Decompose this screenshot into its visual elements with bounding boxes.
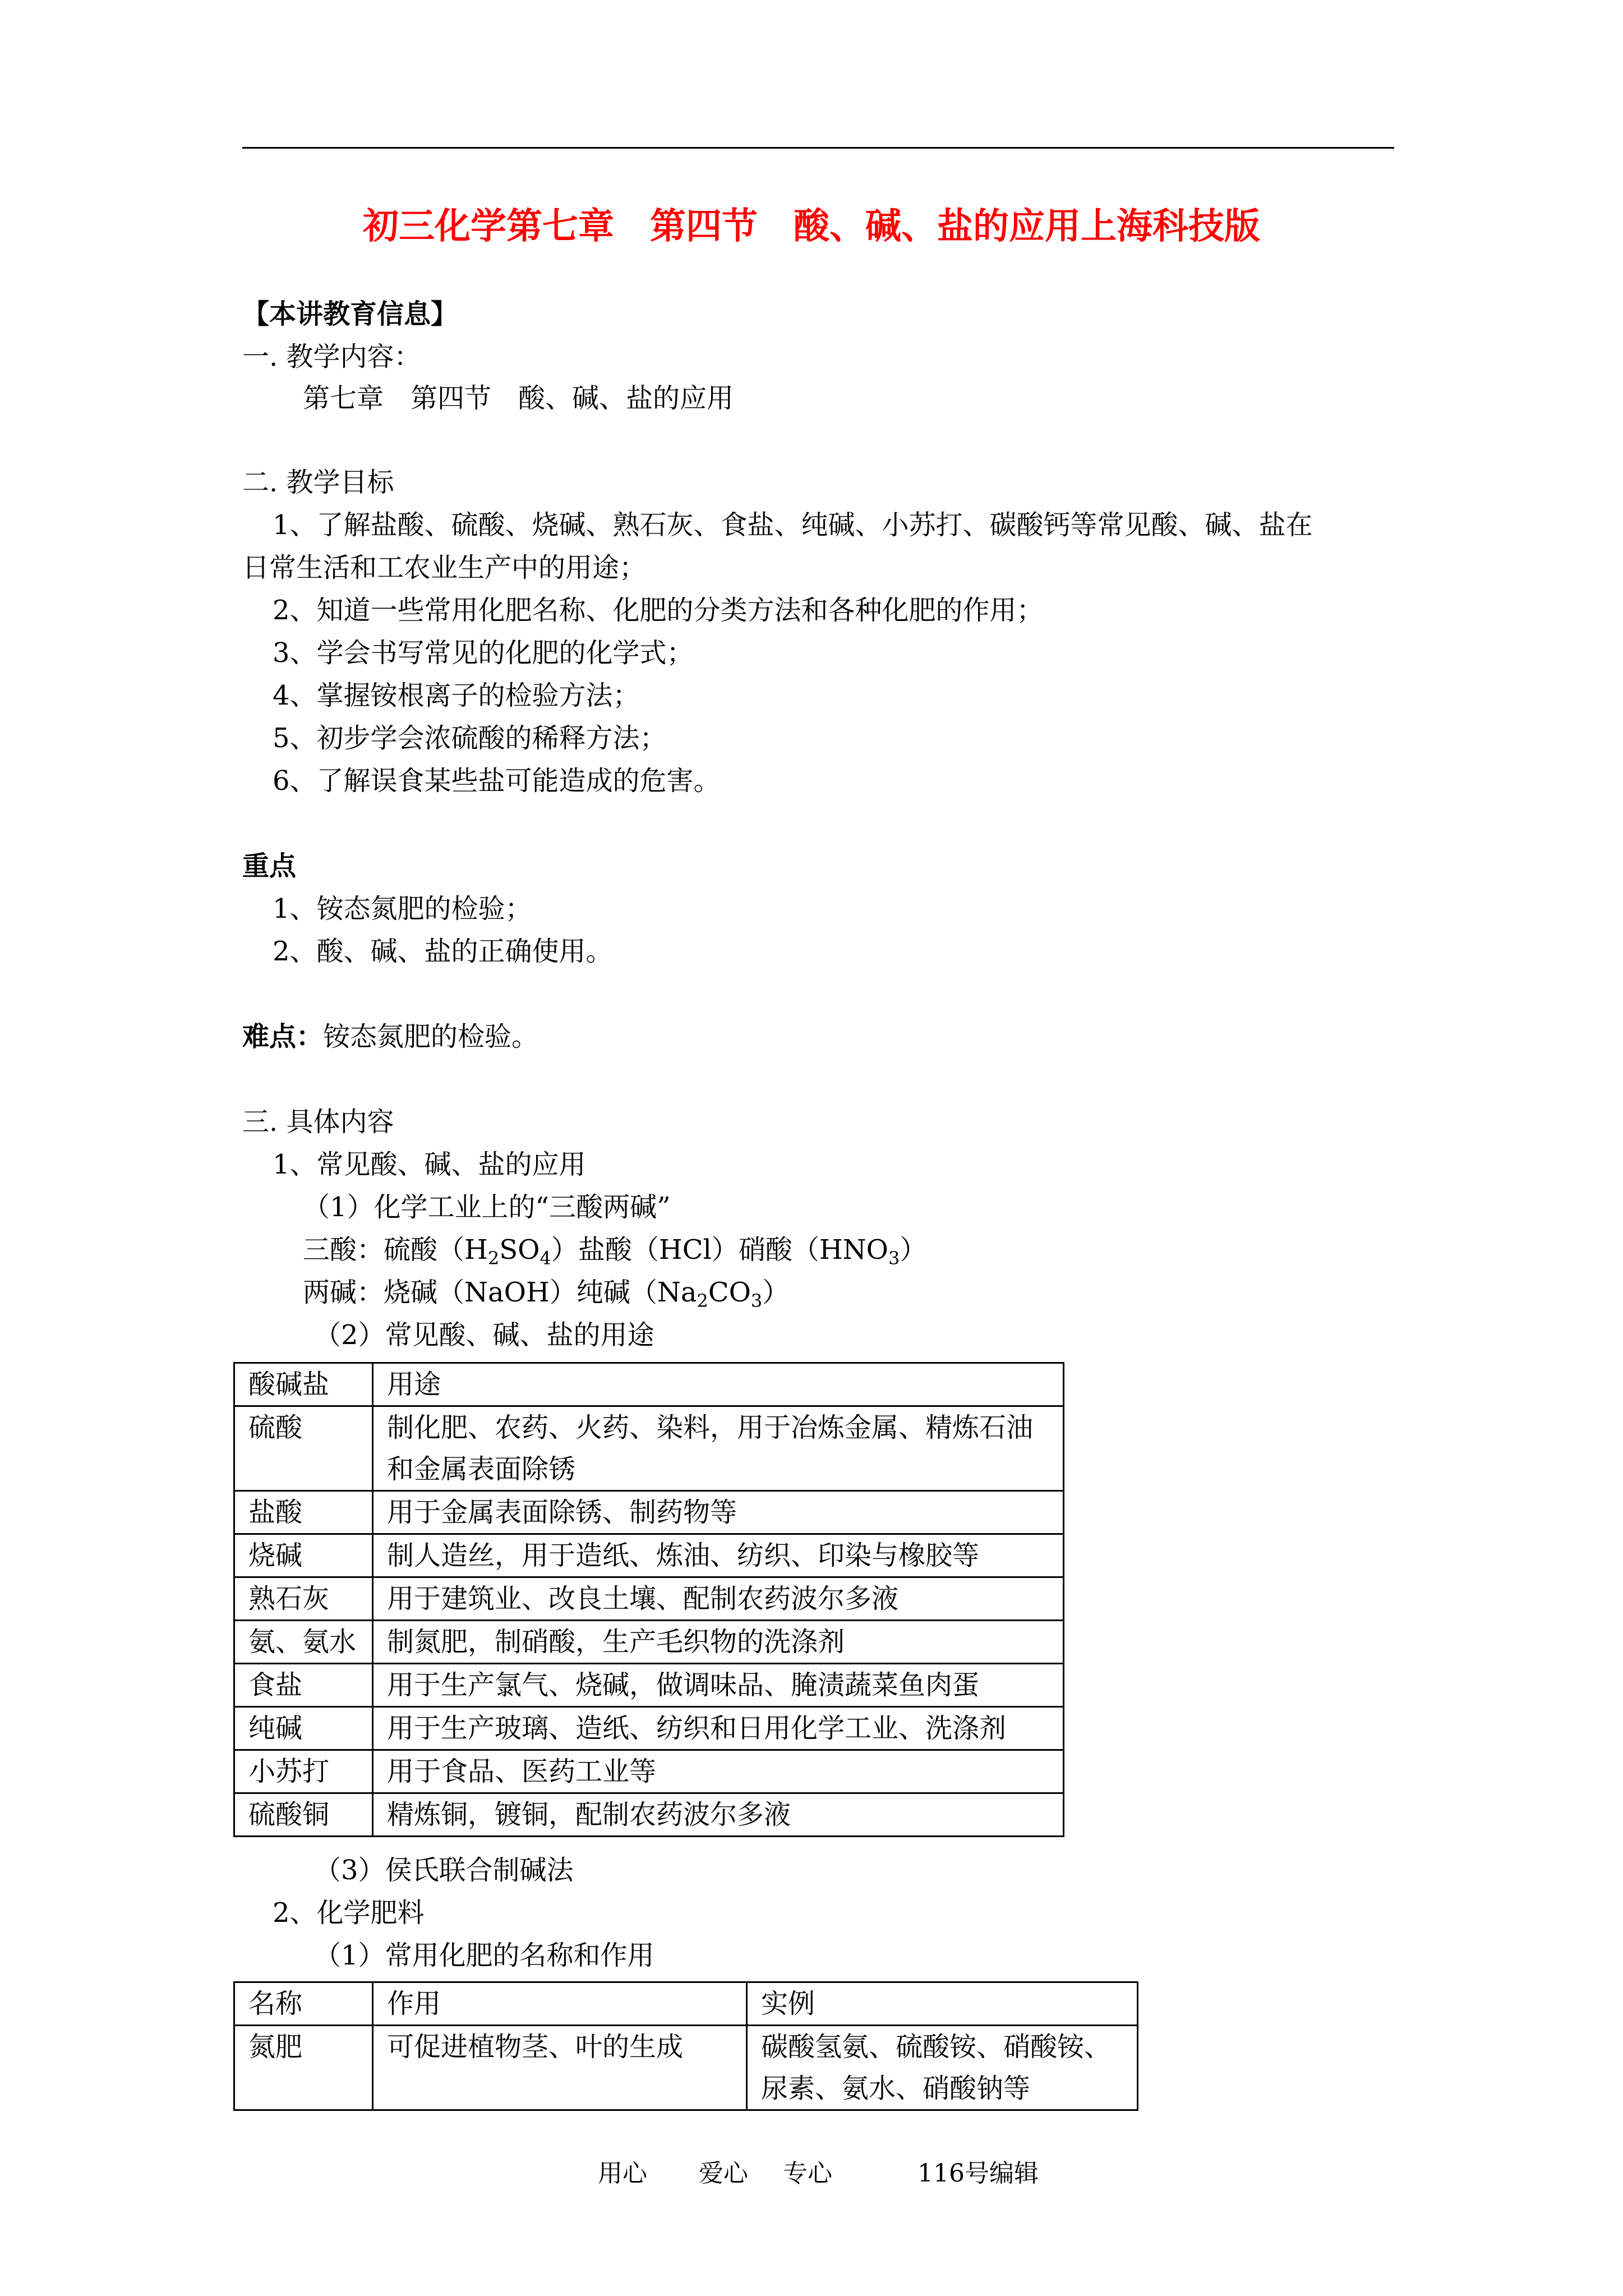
acid-1-sub-2: 4 (540, 1248, 551, 1269)
base-1: 烧碱（NaOH） (384, 1277, 577, 1308)
goal-2: 2、知道一些常用化肥名称、化肥的分类方法和各种化肥的作用； (273, 595, 1044, 626)
three-acids-line (303, 1233, 926, 1267)
key-point-1: 1、铵态氮肥的检验； (273, 893, 532, 924)
table-row (234, 1707, 1064, 1750)
subsection-1-1: （1）化学工业上的“三酸两碱” (303, 1191, 671, 1223)
table-cell: 小苏打 (234, 1750, 373, 1793)
difficulty-label: 难点： (242, 1021, 324, 1052)
table-cell: 盐酸 (234, 1491, 373, 1534)
section2-heading: 二. 教学目标 (242, 467, 394, 498)
table-cell: 用于生产氯气、烧碱，做调味品、腌渍蔬菜鱼肉蛋 (373, 1664, 1064, 1707)
section3-heading: 三. 具体内容 (242, 1106, 394, 1138)
base-2: 纯碱（Na (576, 1277, 697, 1308)
subsection-1: 1、常见酸、碱、盐的应用 (273, 1149, 586, 1180)
base-2-end: ） (762, 1277, 790, 1308)
subsection-2-1: （1）常用化肥的名称和作用 (314, 1940, 654, 1971)
table-header-cell: 名称 (234, 1982, 373, 2026)
two-bases-line (303, 1276, 790, 1312)
table-cell: 制人造丝，用于造纸、炼油、纺织、印染与橡胶等 (373, 1534, 1064, 1577)
info-heading: 【本讲教育信息】 (242, 298, 458, 330)
three-acids-label: 三酸： (303, 1234, 384, 1266)
table-header-cell: 用途 (373, 1363, 1064, 1406)
subsection-1-2: （2）常见酸、碱、盐的用途 (314, 1319, 654, 1351)
difficulty-text: 铵态氮肥的检验。 (323, 1021, 539, 1052)
table-cell: 制化肥、农药、火药、染料，用于冶炼金属、精炼石油和金属表面除锈 (373, 1406, 1064, 1491)
section1-content: 第七章 第四节 酸、碱、盐的应用 (303, 383, 734, 414)
goal-6: 6、了解误食某些盐可能造成的危害。 (273, 765, 721, 797)
table-cell: 食盐 (234, 1664, 373, 1707)
table-cell: 熟石灰 (234, 1577, 373, 1621)
base-2-mid: CO (708, 1277, 751, 1308)
acid-3-end: ） (900, 1234, 927, 1266)
goal-1-line-1: 1、了解盐酸、硫酸、烧碱、熟石灰、食盐、纯碱、小苏打、碳酸钙等常见酸、碱、盐在 (273, 509, 1313, 541)
goal-1-line-2: 日常生活和工农业生产中的用途； (242, 552, 647, 583)
acid-3-sub: 3 (888, 1248, 900, 1269)
acid-1-sub-1: 2 (487, 1248, 500, 1269)
table-cell: 纯碱 (234, 1707, 373, 1750)
table-cell: 烧碱 (234, 1534, 373, 1577)
footer-text-3: 专心 (783, 2159, 832, 2188)
goal-3: 3、学会书写常见的化肥的化学式； (273, 637, 694, 669)
table-row (234, 1793, 1064, 1837)
acid-2: 盐酸（HCl） (578, 1234, 739, 1266)
acid-1-end: ） (551, 1234, 578, 1266)
section1-heading: 一. 教学内容： (242, 341, 421, 372)
base-2-sub-1: 2 (697, 1290, 708, 1312)
table-cell: 精炼铜，镀铜，配制农药波尔多液 (373, 1793, 1064, 1837)
table-cell: 氮肥 (234, 2026, 373, 2110)
table-cell: 碳酸氢氨、硫酸铵、硝酸铵、尿素、氨水、硝酸钠等 (747, 2026, 1138, 2110)
acid-3: 硝酸（HNO (738, 1234, 889, 1266)
fertilizer-table (233, 1981, 1138, 2111)
table-row (234, 1621, 1064, 1664)
page-title: 初三化学第七章 第四节 酸、碱、盐的应用上海科技版 (363, 205, 1260, 247)
table-header-cell: 酸碱盐 (234, 1363, 373, 1406)
table-cell: 硫酸铜 (234, 1793, 373, 1837)
table-header-cell: 实例 (747, 1982, 1138, 2026)
table-cell: 用于生产玻璃、造纸、纺织和日用化学工业、洗涤剂 (373, 1707, 1064, 1750)
subsection-1-3: （3）侯氏联合制碱法 (314, 1855, 574, 1886)
table-header-row (234, 1982, 1138, 2026)
table-row (234, 1406, 1064, 1491)
table-row (234, 2026, 1138, 2110)
table-cell: 可促进植物茎、叶的生成 (373, 2026, 747, 2110)
table-cell: 用于建筑业、改良土壤、配制农药波尔多液 (373, 1577, 1064, 1621)
header-rule (242, 147, 1394, 149)
table-row (234, 1750, 1064, 1793)
footer-text-4: 116号编辑 (917, 2159, 1039, 2188)
subsection-2: 2、化学肥料 (273, 1897, 425, 1929)
difficulty (242, 1020, 538, 1053)
table-row (234, 1664, 1064, 1707)
table-header-row (234, 1363, 1064, 1406)
table-header-cell: 作用 (373, 1982, 747, 2026)
base-2-sub-2: 3 (750, 1290, 763, 1312)
key-point-2: 2、酸、碱、盐的正确使用。 (273, 936, 613, 967)
key-points-heading: 重点 (242, 850, 297, 882)
table-row (234, 1577, 1064, 1621)
uses-table (233, 1362, 1064, 1837)
goal-4: 4、掌握铵根离子的检验方法； (273, 680, 640, 711)
two-bases-label: 两碱： (303, 1277, 384, 1308)
table-cell: 硫酸 (234, 1406, 373, 1491)
table-cell: 用于食品、医药工业等 (373, 1750, 1064, 1793)
table-row (234, 1534, 1064, 1577)
footer-text-2: 爱心 (699, 2159, 748, 2188)
acid-1: 硫酸（H (384, 1234, 488, 1266)
goal-5: 5、初步学会浓硫酸的稀释方法； (273, 723, 667, 754)
table-cell: 氨、氨水 (234, 1621, 373, 1664)
table-cell: 制氮肥，制硝酸，生产毛织物的洗涤剂 (373, 1621, 1064, 1664)
footer-text-1: 用心 (598, 2159, 647, 2188)
acid-1-mid: SO (499, 1234, 540, 1266)
table-row (234, 1491, 1064, 1534)
table-cell: 用于金属表面除锈、制药物等 (373, 1491, 1064, 1534)
